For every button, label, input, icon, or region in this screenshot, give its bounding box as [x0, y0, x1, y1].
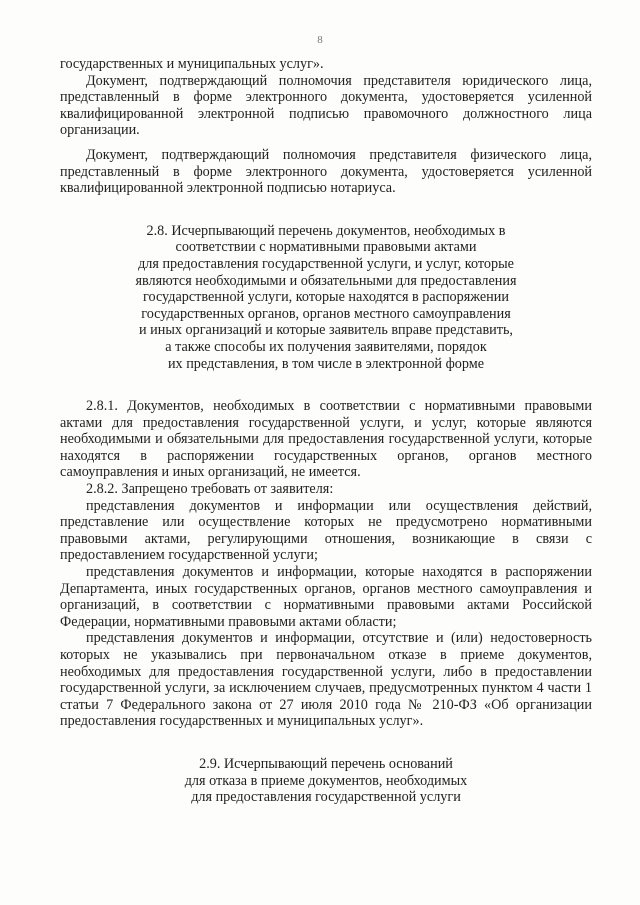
heading-line: а также способы их получения заявителями, порядок — [165, 338, 487, 355]
heading-line: для предоставления государственной услуги, и услуг, которые — [138, 255, 514, 272]
paragraph-2-8-2: 2.8.2. Запрещено требовать от заявителя: — [86, 481, 334, 498]
paragraph-2-8-1: 2.8.1. Документов, необходимых в соответствии с нормативными правовыми актами для предоставления государственной услуги, и услуг, которые являются необходимыми и обязательными для предоставления государственной услуги, которые находятся в распоряжении государственных органов, органов местного самоуправления и иных организаций, не имеется. — [60, 398, 592, 481]
heading-line: и иных организаций и которые заявитель вправе представить, — [139, 322, 513, 339]
heading-line: 2.9. Исчерпывающий перечень оснований — [199, 755, 453, 772]
section-heading-2-8 — [60, 223, 592, 372]
paragraph-prohibition-2: представления документов и информации, которые находятся в распоряжении Департамента, иных государственных органов, органов местного самоуправления и организаций, в соответствии с нормативными правовыми актами Российской Федерации, нормативными правовыми актами области; — [60, 564, 592, 630]
paragraph-legal-representative: Документ, подтверждающий полномочия представителя юридического лица, представленный в форме электронного документа, удостоверяется усиленной квалифицированной электронной подписью правомочного должностного лица организации. — [60, 72, 592, 139]
paragraph-prohibition-1: представления документов и информации или осуществления действий, представление или осуществление которых не предусмотрено нормативными правовыми актами, регулирующими отношения, возникающие в связи с предоставлением государственной услуги; — [60, 497, 592, 564]
heading-line: для отказа в приеме документов, необходимых — [184, 772, 468, 789]
heading-line: 2.8. Исчерпывающий перечень документов, необходимых в — [146, 222, 506, 239]
section-heading-2-9 — [60, 756, 592, 806]
heading-line: являются необходимыми и обязательными для предоставления — [135, 272, 517, 289]
paragraph-prohibition-3: представления документов и информации, отсутствие и (или) недостоверность которых не указывались при первоначальном отказе в приеме документов, необходимых для предоставления государственной услуги, либо в предоставлении государственной услуги, за исключением случаев, предусмотренных пунктом 4 части 1 статьи 7 Федерального закона от 27 июля 2010 года № 210-ФЗ «Об организации предоставления государственных и муниципальных услуг». — [60, 630, 592, 730]
page-number: 8 — [317, 34, 323, 46]
document-body — [60, 56, 592, 832]
heading-line: их представления, в том числе в электронной форме — [167, 355, 485, 372]
paragraph-continuation: государственных и муниципальных услуг». — [60, 56, 324, 72]
heading-line: государственной услуги, которые находятся в распоряжении — [143, 289, 509, 306]
heading-line: соответствии с нормативными правовыми актами — [175, 239, 477, 256]
heading-line: для предоставления государственной услуги — [191, 789, 461, 806]
paragraph-individual-representative: Документ, подтверждающий полномочия представителя физического лица, представленный в форме электронного документа, удостоверяется усиленной квалифицированной электронной подписью нотариуса. — [60, 146, 592, 197]
heading-line: государственных органов, органов местного самоуправления — [141, 305, 511, 322]
